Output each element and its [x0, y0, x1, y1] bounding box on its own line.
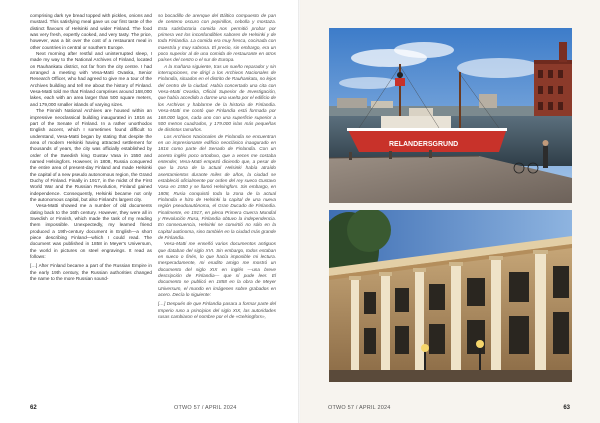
english-paragraph: comprising dark rye bread topped with pickles, onions and mustard. This satisfying meal gave us our first taste of the distinct flavours of Helsinki and wider Finland. The food was very fresh, expertly cooked, and very tasty. The price, however, was a bit over the cost of a restaurant meal in other countries in central or southern Europe. — [30, 13, 152, 50]
english-paragraph: The Finnish National Archives are housed within an impressive neoclassical building inaugurated in 1816 as part of the Senate of Finland. In a rather unorthodox English accent, which I sometimes found difficult to understand, Vesa-Matti began by stating that despite the area of modern Helsinki having attracted settlement for thousands of years, the city was officially established by order of the Swedish king Gustav Vasa in 1550 and named Helsingfors. However, in 1808, Russia conquered the entire area of present-day Finland and made Helsinki the capital of a new pseudo autonomous region, the Grand Duchy of Finland. Finally in 1917, in the midst of the First World War and the Russian Revolution, Finland gained independence. Consequently, Helsinki became not only the autonomous capital, but also Finland's largest city. — [30, 108, 152, 202]
english-quote: […] After Finland became a part of the Russian Empire in the early 19th century, the Russian authorities changed the name to the more Russian sound- — [30, 263, 152, 282]
spanish-paragraph: A la mañana siguiente, tras un sueño reparador y sin interrupciones, me dirigí a los Archivos Nacionales de Finlandia, situados en el distrito de Rauhankatu, no lejos del centro de la ciudad. Había concertado una cita con Vesa-Matti Ovaska, Oficial Superior de Investigación, que había accedido a darme una vuelta por el edificio de los Archivos y hablarme de la historia de Finlandia. Vesa-Matti me contó que Finlandia está formada por 168.000 lagos, cada uno con una superficie superior a 500 metros cuadrados, y 179.000 islas más pequeñas de distintos tamaños. — [158, 63, 276, 133]
spanish-paragraph: Vesa-Matti me enseñó varios documentos antiguos que databan del siglo XVI. Sin embargo, todos estaban en sueco o finés, lo que hacía imposible mi lectura. Inesperadamente, mi erudito amigo me mostró un documento del siglo XIX en inglés —una breve descripción de Finlandia— que sí pude leer. El documento se publicó en 1858 en la obra de Meyer Universum, el mundo en imágenes sobre grabados en acero. Decía lo siguiente: — [158, 241, 276, 298]
lightship-photo — [329, 28, 572, 203]
page-number-right: 63 — [563, 405, 570, 411]
spanish-paragraph: Los Archivos Nacionales de Finlandia se encuentran en un impresionante edificio neoclásico inaugurado en 1816 como parte del Senado de Finlandia. Con un acento inglés poco ortodoxo, que a veces me costaba entender, Vesa-Matti empezó diciendo que, a pesar de que la zona de la actual Helsinki había atraído asentamientos durante miles de años, la ciudad se estableció oficialmente por orden del rey sueco Gustavo Vasa en 1550 y se llamó Helsingfors. Sin embargo, en 1808, Rusia conquistó toda la zona de la actual Finlandia e hizo de Helsinki la capital de una nueva región pseudoautónoma, el Gran Ducado de Finlandia. Finalmente, en 1917, en plena Primera Guerra Mundial y Revolución Rusa, Finlandia obtuvo la independencia. En consecuencia, Helsinki se convirtió no sólo en la capital autónoma, sino también en la ciudad más grande de Finlandia. — [158, 133, 276, 241]
english-paragraph: Next morning after restful and uninterrupted sleep, I made my way to the National Archives of Finland, located on Rauhankatu district, not far from the city centre. I had arranged a meeting with Vesa-Matti Ovaska, Senior Research Officer, who had agreed to give me a tour of the Archives building and tell me about the history of Finland. Vesa-Matti told me that Finland comprises around 168,000 lakes, each with an area larger than 500 square meters, and 179,000 smaller islands of varying sizes. — [30, 51, 152, 107]
spine-gutter — [298, 0, 302, 423]
right-page — [300, 0, 600, 423]
archives-building-photo-image — [329, 210, 572, 382]
english-paragraph: Vesa-Matti showed me a number of old documents dating back to the 16th century. However, they were all in Swedish or Finnish, which made the task of my reading them impossible. Unexpectedly, my learned friend produced a 19th-century document in English—a short piece describing Finland—which I could read. The document was published in 1858 in Meyer's Universum, the world in pictures on steel engravings. It read as follows: — [30, 203, 152, 260]
archives-building-photo — [329, 210, 572, 382]
spanish-paragraph: so bocadillo de arenque del Báltico compuesto de pan de centeno oscuro con pepinillos, cebolla y mostaza. Esta satisfactoria comida nos permitió probar por primera vez los inconfundibles sabores de Helsinki y de toda Finlandia. La comida era muy fresca, cocinada con maestría y muy sabrosa. El precio, sin embargo, era un poco superior al de una comida de restaurante en otros países del centro o el sur de Europa. — [158, 13, 276, 63]
spanish-quote: […] Después de que Finlandia pasara a formar parte del Imperio ruso a principios del siglo XIX, las autoridades rusas cambiaron el nombre por el de «Gelsingfors», — [158, 301, 276, 320]
english-column — [30, 13, 152, 282]
magazine-issue-left: OTWO 57 / APRIL 2024 — [174, 405, 237, 411]
page-number-left: 62 — [30, 405, 37, 411]
spanish-column — [158, 13, 276, 321]
magazine-issue-right: OTWO 57 / APRIL 2024 — [328, 405, 391, 411]
svg-text:RELANDERSGRUND: RELANDERSGRUND — [389, 141, 459, 148]
lightship-photo-image — [329, 28, 572, 203]
